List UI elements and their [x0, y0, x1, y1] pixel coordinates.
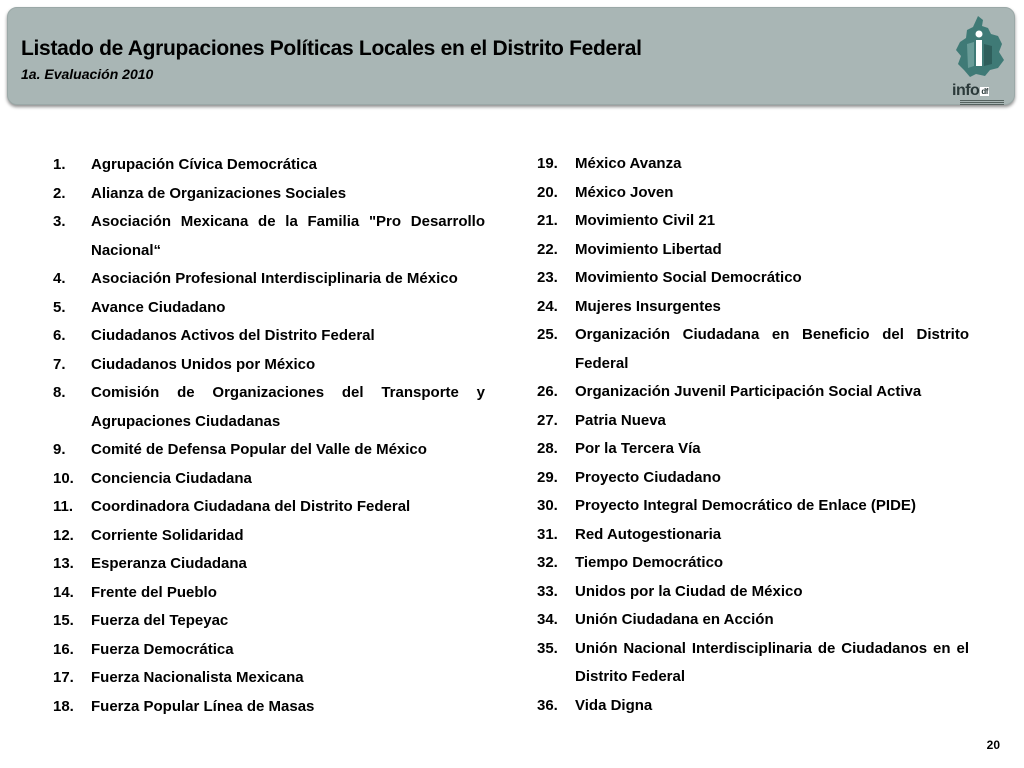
list-item [53, 636, 485, 665]
list-item-text: Organización Juvenil Participación Social Activa [575, 383, 922, 400]
list-item-text: Proyecto Integral Democrático de Enlace (PIDE) [575, 497, 916, 514]
list-item-text: Red Autogestionaria [575, 525, 722, 543]
list-item-number: 11. [53, 498, 74, 515]
list-item [537, 264, 969, 293]
list-item-number: 20. [537, 183, 558, 201]
list-item [537, 578, 969, 607]
list-item-number: 30. [537, 497, 558, 514]
list-item [53, 579, 485, 608]
list-item-number: 8. [53, 384, 66, 401]
list-item-text: México Avanza [575, 155, 682, 172]
list-item [537, 407, 969, 436]
list-item [53, 151, 485, 180]
list-item-text: Fuerza Democrática [91, 640, 234, 658]
list-item-number: 27. [537, 411, 558, 429]
infodf-logo-icon [952, 14, 1008, 102]
list-item [53, 550, 485, 579]
list-item [53, 664, 485, 693]
list-item-text: Por la Tercera Vía [575, 440, 701, 457]
list-item-text: Patria Nueva [575, 411, 666, 429]
list-item [53, 294, 485, 323]
page-number: 20 [986, 738, 1000, 752]
list-item [537, 236, 969, 265]
list-item-text: Fuerza Nacionalista Mexicana [91, 669, 304, 686]
list-item [537, 635, 969, 692]
list-item [53, 379, 485, 436]
list-item-text: Comisión de Organizaciones del Transporte y Agrupaciones Ciudadanas [91, 384, 485, 430]
list-item [537, 549, 969, 578]
list-item-number: 33. [537, 582, 558, 600]
list-item-text: México Joven [575, 183, 674, 201]
list-item-number: 21. [537, 212, 558, 229]
list-item-number: 17. [53, 669, 74, 686]
list-item-text: Frente del Pueblo [91, 583, 217, 601]
agrupaciones-list-left [53, 151, 485, 721]
list-item-text: Fuerza del Tepeyac [91, 612, 229, 629]
list-item-number: 2. [53, 184, 66, 202]
list-item-number: 14. [53, 583, 74, 601]
list-item [537, 179, 969, 208]
list-item-text: Unión Nacional Interdisciplinaria de Ciudadanos en el Distrito Federal [575, 639, 969, 685]
list-item-text: Conciencia Ciudadana [91, 469, 252, 487]
list-item [53, 265, 485, 294]
list-item-number: 25. [537, 326, 558, 343]
list-item-number: 6. [53, 327, 66, 344]
list-item-number: 24. [537, 297, 558, 315]
logo-map-icon [952, 14, 1008, 80]
list-item-number: 29. [537, 468, 558, 486]
list-item-number: 34. [537, 611, 558, 628]
list-item-text: Asociación Mexicana de la Familia "Pro Desarrollo Nacional“ [91, 213, 485, 259]
list-item-number: 28. [537, 440, 558, 457]
list-item [537, 464, 969, 493]
list-item [53, 607, 485, 636]
list-item-number: 26. [537, 383, 558, 400]
list-item [53, 436, 485, 465]
list-item-text: Asociación Profesional Interdisciplinaria de México [91, 270, 458, 287]
list-item-number: 18. [53, 697, 74, 715]
list-item-text: Movimiento Libertad [575, 240, 722, 258]
list-item [537, 435, 969, 464]
list-item-text: Coordinadora Ciudadana del Distrito Federal [91, 498, 411, 515]
list-item-text: Organización Ciudadana en Beneficio del Distrito Federal [575, 326, 969, 372]
list-item-number: 16. [53, 640, 74, 658]
list-item-text: Agrupación Cívica Democrática [91, 156, 317, 173]
list-item [537, 521, 969, 550]
list-item-number: 4. [53, 270, 66, 287]
list-item [537, 692, 969, 721]
list-item-text: Fuerza Popular Línea de Masas [91, 697, 315, 715]
list-item [537, 293, 969, 322]
list-item [53, 693, 485, 722]
list-item-text: Alianza de Organizaciones Sociales [91, 184, 347, 202]
slide-header [7, 7, 1015, 105]
page-subtitle: 1a. Evaluación 2010 [21, 66, 154, 82]
list-item [53, 351, 485, 380]
list-item-text: Corriente Solidaridad [91, 526, 244, 544]
list-item-number: 36. [537, 696, 558, 714]
list-item-number: 12. [53, 526, 74, 544]
list-item [53, 493, 485, 522]
list-item-text: Ciudadanos Activos del Distrito Federal [91, 327, 375, 344]
list-item-text: Ciudadanos Unidos por México [91, 355, 316, 373]
list-item-number: 13. [53, 555, 74, 572]
list-item-text: Avance Ciudadano [91, 298, 226, 316]
list-item-number: 32. [537, 554, 558, 571]
list-item-number: 5. [53, 298, 66, 316]
list-item-text: Unidos por la Ciudad de México [575, 582, 803, 600]
list-item [53, 208, 485, 265]
list-item-text: Tiempo Democrático [575, 554, 724, 571]
list-item [537, 606, 969, 635]
list-item-number: 22. [537, 240, 558, 258]
list-item [537, 207, 969, 236]
list-item-number: 19. [537, 155, 558, 172]
list-item-number: 1. [53, 156, 66, 173]
list-item [537, 321, 969, 378]
list-item-text: Proyecto Ciudadano [575, 468, 721, 486]
list-item [53, 465, 485, 494]
logo-wordmark: info df [952, 82, 988, 99]
list-item [53, 322, 485, 351]
list-item-text: Unión Ciudadana en Acción [575, 611, 774, 628]
list-item-number: 23. [537, 269, 558, 286]
list-item-number: 7. [53, 355, 66, 373]
list-item [537, 492, 969, 521]
list-item-text: Esperanza Ciudadana [91, 555, 247, 572]
list-item [53, 522, 485, 551]
list-item-text: Comité de Defensa Popular del Valle de México [91, 441, 427, 458]
page-title: Listado de Agrupaciones Políticas Locales en el Distrito Federal [21, 37, 642, 60]
list-item-number: 10. [53, 469, 74, 487]
list-item-number: 3. [53, 213, 66, 230]
list-item-text: Movimiento Social Democrático [575, 269, 802, 286]
agrupaciones-list-right [537, 150, 969, 720]
list-item [537, 378, 969, 407]
list-item-text: Mujeres Insurgentes [575, 297, 721, 315]
list-item-text: Movimiento Civil 21 [575, 212, 716, 229]
list-item [53, 180, 485, 209]
list-item-number: 15. [53, 612, 74, 629]
list-item-number: 31. [537, 525, 558, 543]
list-item [537, 150, 969, 179]
list-item-number: 35. [537, 639, 558, 657]
logo-fine-print [960, 100, 1004, 106]
list-item-text: Vida Digna [575, 696, 653, 714]
list-item-number: 9. [53, 441, 66, 458]
